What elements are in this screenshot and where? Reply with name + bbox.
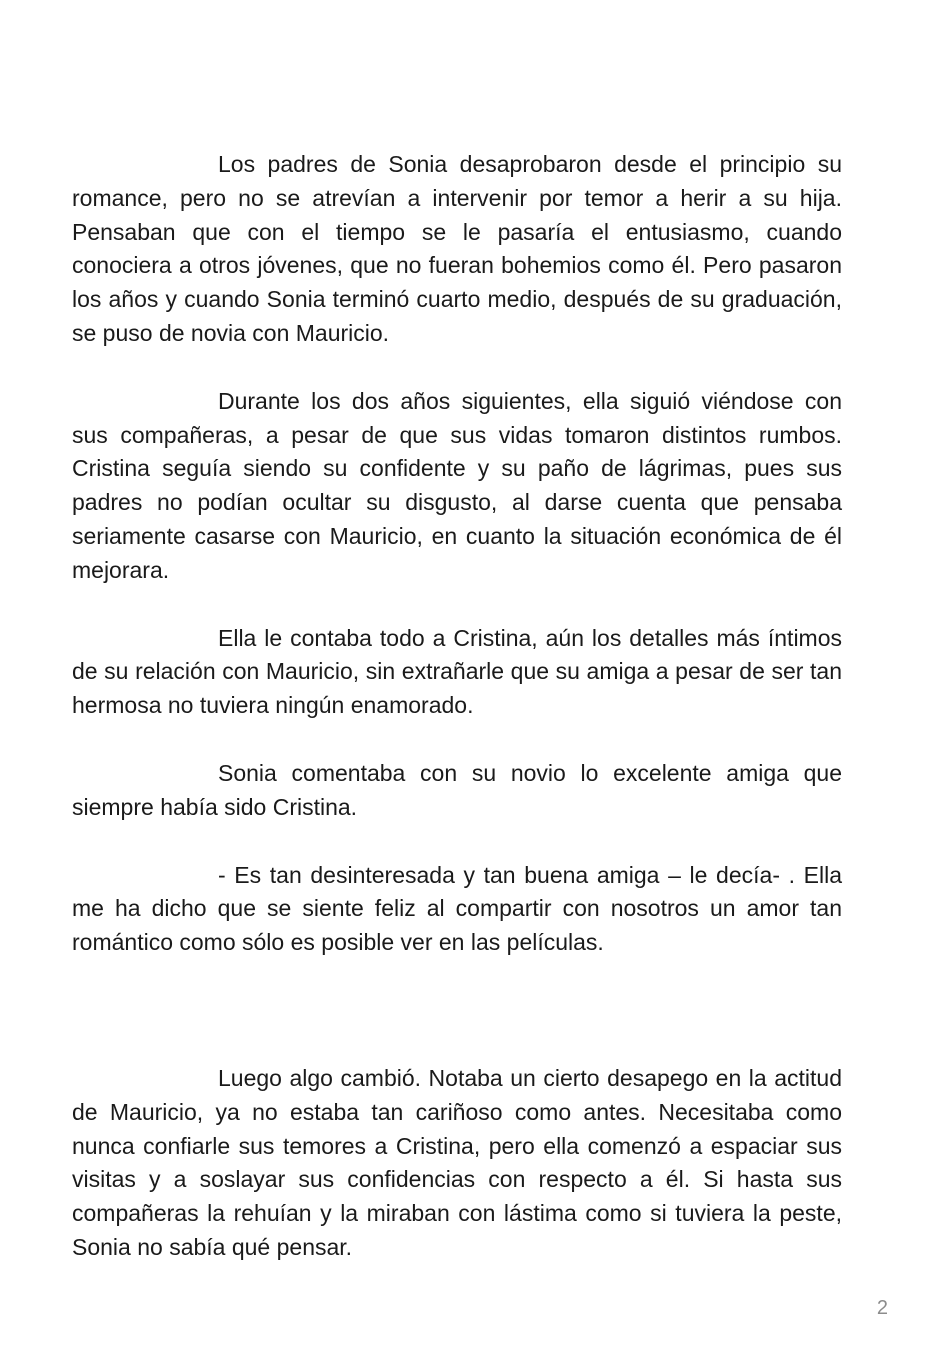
paragraph: Sonia comentaba con su novio lo excelente amiga que siempre había sido Cristina.	[72, 759, 842, 820]
document-body	[72, 148, 842, 1265]
paragraph: Los padres de Sonia desaprobaron desde el principio su romance, pero no se atrevían a intervenir por temor a herir a su hija. Pensaban que con el tiempo se le pasaría el entusiasmo, cuando conociera a otros jóvenes, que no fueran bohemios como él. Pero pasaron los años y cuando Sonia terminó cuarto medio, después de su graduación, se puso de novia con Mauricio.	[72, 151, 842, 346]
paragraph-spacer	[72, 960, 842, 1062]
paragraph: Ella le contaba todo a Cristina, aún los detalles más íntimos de su relación con Mauricio, sin extrañarle que su amiga a pesar de ser tan hermosa no tuviera ningún enamorado.	[72, 624, 842, 719]
paragraph-spacer	[72, 351, 842, 385]
paragraph: - Es tan desinteresada y tan buena amiga – le decía- . Ella me ha dicho que se siente feliz al compartir con nosotros un amor tan romántico como sólo es posible ver en las películas.	[72, 861, 842, 956]
paragraph: Luego algo cambió. Notaba un cierto desapego en la actitud de Mauricio, ya no estaba tan cariñoso como antes. Necesitaba como nunca confiarle sus temores a Cristina, pero ella comenzó a espaciar sus visitas y a soslayar sus confidencias con respecto a él. Si hasta sus compañeras la rehuían y la miraban con lástima como si tuviera la peste, Sonia no sabía qué pensar.	[72, 1064, 842, 1260]
paragraph: Durante los dos años siguientes, ella siguió viéndose con sus compañeras, a pesar de que sus vidas tomaron distintos rumbos. Cristina seguía siendo su confidente y su paño de lágrimas, pues sus padres no podían ocultar su disgusto, al darse cuenta que pensaba seriamente casarse con Mauricio, en cuanto la situación económica de él mejorara.	[72, 387, 842, 583]
paragraph-spacer	[72, 825, 842, 859]
paragraph-spacer	[72, 723, 842, 757]
paragraph-spacer	[72, 588, 842, 622]
page-number: 2	[876, 1297, 888, 1319]
